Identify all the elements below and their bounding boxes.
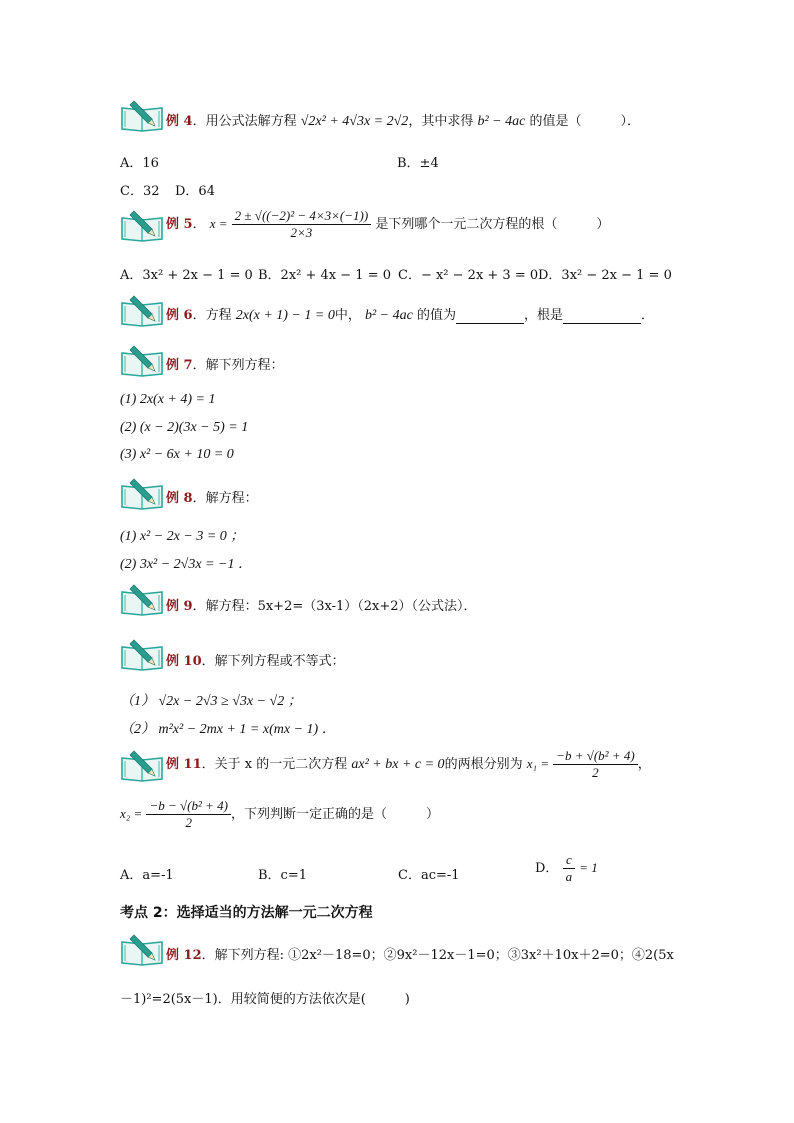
option-a: A．16 <box>120 156 159 171</box>
sub-question: (2) (x − 2)(3x − 5) = 1 <box>120 420 249 435</box>
option-d <box>535 852 598 885</box>
option-a: A．a=-1 <box>120 868 174 883</box>
book-pen-icon <box>120 932 166 966</box>
x1-fraction <box>553 748 638 781</box>
option-c: C．ac=-1 <box>398 868 460 883</box>
x1-label: x₁ = <box>526 756 550 771</box>
option-d-prefix: D． <box>535 861 559 876</box>
question-text: 的两根分别为 <box>444 757 523 772</box>
fraction-denominator: a <box>565 869 573 884</box>
example-label: 例 10 <box>166 654 202 669</box>
x-equals: x = <box>209 216 228 231</box>
example-7-line <box>166 354 284 373</box>
option-d: D．3x² − 2x − 1 = 0 <box>538 268 672 283</box>
discriminant: b² − 4ac <box>364 308 413 323</box>
option-d: D．64 <box>175 184 215 199</box>
fraction-numerator: 2 ± √((−2)² − 4×3×(−1)) <box>232 208 372 225</box>
book-pen-icon <box>120 476 166 510</box>
sub-question: (3) x² − 6x + 10 = 0 <box>120 447 234 462</box>
option-b: B．2x² + 4x − 1 = 0 <box>258 268 391 283</box>
fraction-denominator: 2×3 <box>290 225 313 240</box>
example-9-line <box>166 595 477 614</box>
question-text: 是下列哪个一元二次方程的根（ ） <box>375 217 610 232</box>
example-8-line <box>166 487 258 506</box>
question-text: ．解下列方程: ①2x²－18=0；②9x²－12x－1=0；③3x²＋10x＋2=0；④2(5x <box>201 948 674 963</box>
question-text: ． <box>641 308 655 323</box>
book-pen-icon <box>120 98 166 132</box>
x2-label: x₂ = <box>120 806 143 821</box>
fraction-numerator: −b + √(b² + 4) <box>553 748 638 765</box>
option-b: B．c=1 <box>258 868 307 883</box>
example-label: 例 6 <box>166 308 193 323</box>
example-label: 例 7 <box>166 358 193 373</box>
book-pen-icon <box>120 582 166 616</box>
option-c: C．32 <box>120 184 160 199</box>
question-text: ．解方程： <box>192 491 258 506</box>
question-text: ． <box>192 217 206 232</box>
sub-question: （1） √2x − 2√3 ≥ √3x − √2 ； <box>120 694 302 709</box>
example-10-line <box>166 650 345 669</box>
example-4-line <box>166 110 640 130</box>
equation: √2x² + 4√3x = 2√2 <box>300 114 409 129</box>
fraction-numerator: c <box>563 852 576 869</box>
question-text: ．关于 x 的一元二次方程 <box>201 757 348 772</box>
question-text: 的值是（ ）． <box>529 114 640 129</box>
option-a: A．3x² + 2x − 1 = 0 <box>120 268 253 283</box>
option-d-fraction <box>563 852 576 885</box>
example-label: 例 4 <box>166 114 193 129</box>
question-text: 中， <box>334 308 361 323</box>
equation: ax² + bx + c = 0 <box>351 757 445 772</box>
example-label: 例 9 <box>166 599 193 614</box>
option-d-tail: = 1 <box>579 860 598 875</box>
sub-question: (1) x² − 2x − 3 = 0 ； <box>120 529 245 544</box>
sub-question: (2) 3x² − 2√3x = −1 ． <box>120 557 252 572</box>
x2-fraction <box>146 798 231 831</box>
question-text: ，根是 <box>524 308 564 323</box>
question-text: ．用公式法解方程 <box>192 114 297 129</box>
question-text: ．解下列方程： <box>192 358 284 373</box>
book-pen-icon <box>120 208 166 242</box>
example-label: 例 11 <box>166 757 202 772</box>
question-text: ，下列判断一定正确的是（ ） <box>230 807 439 822</box>
book-pen-icon <box>120 343 166 377</box>
root-fraction <box>232 208 372 241</box>
example-5-line <box>166 208 609 241</box>
book-pen-icon <box>120 637 166 671</box>
question-text: ，其中求得 <box>408 114 474 129</box>
option-c: C．− x² − 2x + 3 = 0 <box>398 268 539 283</box>
fraction-numerator: −b − √(b² + 4) <box>146 798 231 815</box>
book-pen-icon <box>120 293 166 327</box>
discriminant: b² − 4ac <box>477 114 526 129</box>
question-text: ．解下列方程或不等式： <box>201 654 345 669</box>
section-heading: 考点 2：选择适当的方法解一元二次方程 <box>120 905 373 921</box>
answer-blank[interactable] <box>456 308 524 324</box>
equation: 2x(x + 1) − 1 = 0 <box>235 308 335 323</box>
example-6-line <box>166 304 654 324</box>
example-12-line <box>166 944 674 963</box>
answer-blank[interactable] <box>563 308 641 324</box>
example-12-line-2: －1)²=2(5x－1)．用较简便的方法依次是( ) <box>120 992 410 1007</box>
fraction-denominator: 2 <box>185 815 192 830</box>
sub-question: （2） m²x² − 2mx + 1 = x(mx − 1) ． <box>120 722 336 737</box>
question-text: ．方程 <box>192 308 232 323</box>
example-label: 例 5 <box>166 217 193 232</box>
question-text: 的值为 <box>416 308 456 323</box>
example-label: 例 12 <box>166 948 202 963</box>
example-label: 例 8 <box>166 491 193 506</box>
example-11-line: 例 11．关于 x 的一元二次方程 ax² + bx + c = 0的两根分别为 x₁ = $\frac{\text{−b + √(b² + 4)}}{2}$ ， <box>166 748 651 780</box>
sub-question: (1) 2x(x + 4) = 1 <box>120 392 216 407</box>
question-text: ．解方程：5x+2=（3x-1）（2x+2）（公式法）． <box>192 599 477 614</box>
example-11-line-2 <box>120 798 439 831</box>
fraction-denominator: 2 <box>592 765 599 780</box>
option-b: B．±4 <box>397 156 439 171</box>
book-pen-icon <box>120 748 166 782</box>
